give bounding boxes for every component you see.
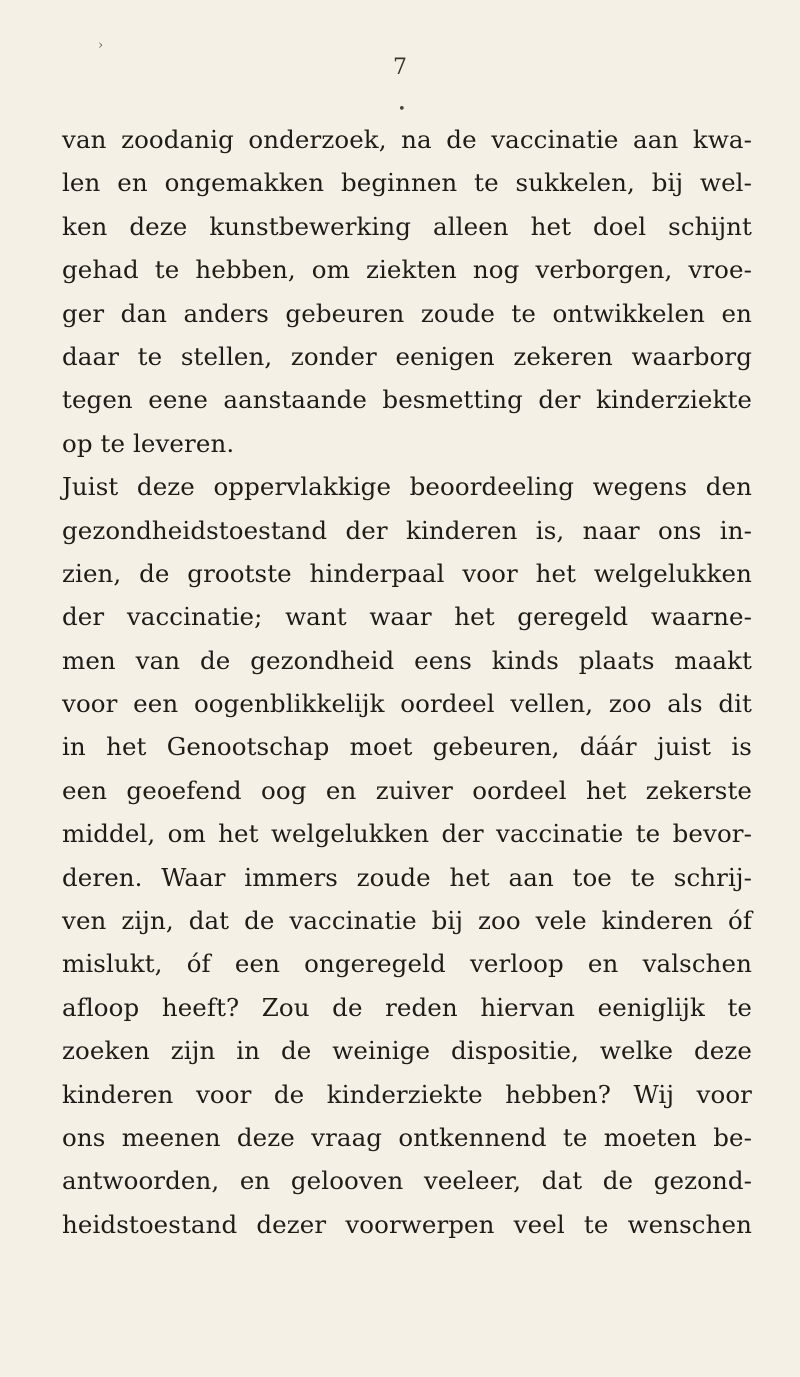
- text-line: gehad te hebben, om ziekten nog verborgen, vroe-: [62, 255, 752, 285]
- text-line: der vaccinatie; want waar het geregeld waarne-: [62, 602, 752, 632]
- text-line: zoeken zijn in de weinige dispositie, welke deze: [62, 1036, 752, 1066]
- corner-mark: ›: [98, 38, 104, 53]
- text-line: op te leveren.: [62, 428, 235, 458]
- ink-dot: •: [398, 102, 406, 117]
- text-line: voor een oogenblikkelijk oordeel vellen, zoo als dit: [62, 689, 752, 719]
- text-line: men van de gezondheid eens kinds plaats maakt: [62, 645, 752, 675]
- text-line: kinderen voor de kinderziekte hebben? Wij voor: [62, 1079, 752, 1109]
- text-line: in het Genootschap moet gebeuren, dáár juist is: [62, 732, 752, 762]
- text-line: ons meenen deze vraag ontkennend te moeten be-: [62, 1122, 752, 1152]
- text-line: len en ongemakken beginnen te sukkelen, bij wel-: [62, 168, 752, 198]
- text-line: middel, om het welgelukken der vaccinatie te bevor-: [62, 819, 752, 849]
- text-line: daar te stellen, zonder eenigen zekeren waarborg: [62, 341, 752, 371]
- text-line: afloop heeft? Zou de reden hiervan eeniglijk te: [62, 992, 752, 1022]
- text-line: gezondheidstoestand der kinderen is, naar ons in-: [62, 515, 752, 545]
- text-line: Juist deze oppervlakkige beoordeeling wegens den: [62, 472, 752, 502]
- page-number: 7: [393, 55, 407, 80]
- text-line: antwoorden, en gelooven veeleer, dat de gezond-: [62, 1166, 752, 1196]
- body-text: [62, 118, 752, 1246]
- text-line: mislukt, óf een ongeregeld verloop en valschen: [62, 949, 752, 979]
- text-line: ger dan anders gebeuren zoude te ontwikkelen en: [62, 298, 752, 328]
- text-line: ken deze kunstbewerking alleen het doel schijnt: [62, 211, 752, 241]
- text-line: een geoefend oog en zuiver oordeel het zekerste: [62, 775, 752, 805]
- text-line: ven zijn, dat de vaccinatie bij zoo vele kinderen óf: [62, 906, 752, 936]
- text-line: deren. Waar immers zoude het aan toe te schrij-: [62, 862, 752, 892]
- text-line: zien, de grootste hinderpaal voor het welgelukken: [62, 558, 752, 588]
- text-line: tegen eene aanstaande besmetting der kinderziekte: [62, 385, 752, 415]
- text-line: heidstoestand dezer voorwerpen veel te wenschen: [62, 1209, 752, 1239]
- text-line: van zoodanig onderzoek, na de vaccinatie aan kwa-: [62, 125, 752, 154]
